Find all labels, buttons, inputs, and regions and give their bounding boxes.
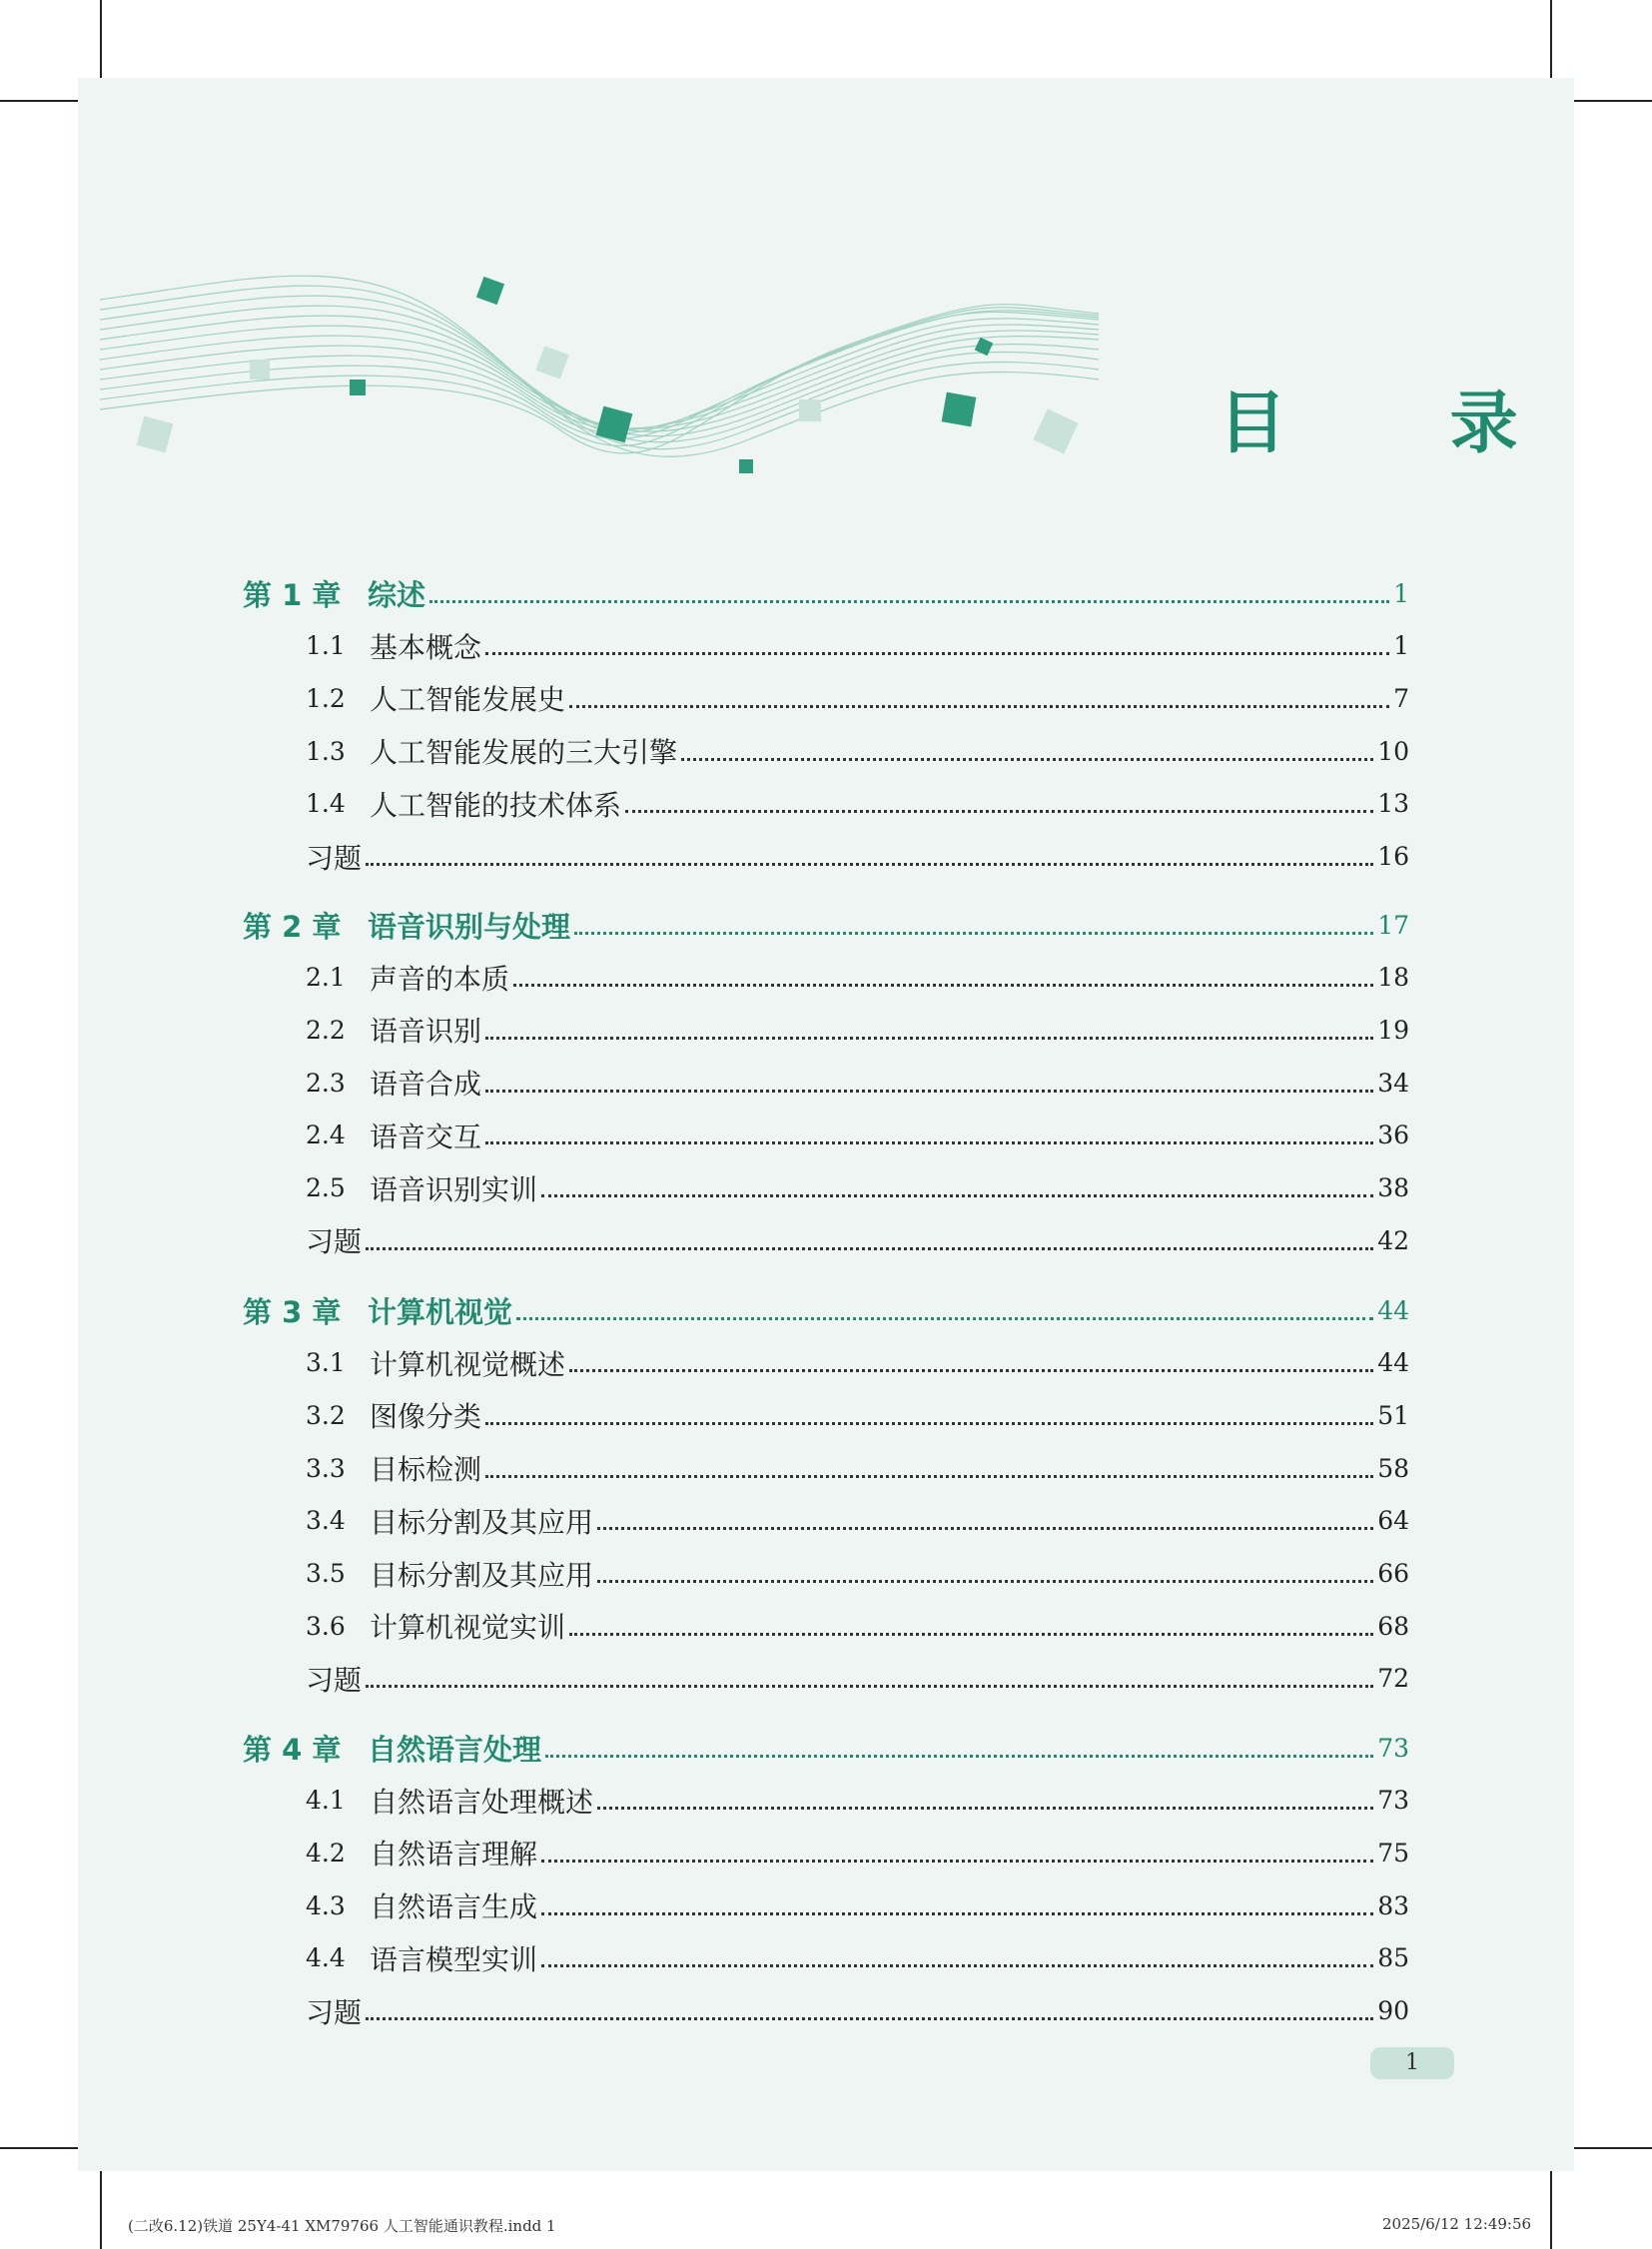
toc-section-row[interactable] (306, 1499, 1409, 1543)
dot-leader (541, 1912, 1373, 1915)
section-title: 自然语言生成 (370, 1890, 538, 1924)
dot-leader (545, 1755, 1373, 1758)
section-page-number: 66 (1377, 1559, 1409, 1588)
page-title: 目 录 (1219, 384, 1588, 463)
section-number: 1.2 (306, 683, 346, 713)
section-page-number: 7 (1393, 683, 1409, 713)
section-page-number: 68 (1377, 1611, 1409, 1641)
chapter-title: 自然语言处理 (368, 1732, 542, 1767)
section-page-number: 10 (1377, 736, 1409, 766)
section-page-number: 83 (1377, 1890, 1409, 1920)
section-title: 计算机视觉实训 (370, 1611, 566, 1645)
section-page-number: 19 (1377, 1015, 1409, 1045)
section-number: 3.3 (306, 1453, 346, 1483)
section-number: 2.2 (306, 1015, 346, 1045)
toc-exercise-row[interactable] (306, 1989, 1409, 2033)
dot-leader (597, 1527, 1373, 1530)
dot-leader (541, 1194, 1373, 1197)
exercise-page-number: 42 (1377, 1225, 1409, 1255)
section-page-number: 73 (1377, 1786, 1409, 1816)
section-number: 4.2 (306, 1838, 346, 1868)
section-title: 自然语言处理概述 (370, 1785, 594, 1819)
dot-leader (541, 1964, 1373, 1967)
section-number: 3.4 (306, 1506, 346, 1536)
toc-section-row[interactable] (306, 1936, 1409, 1980)
section-page-number: 44 (1377, 1348, 1409, 1378)
section-title: 语言模型实训 (370, 1942, 538, 1976)
dot-leader (366, 2017, 1373, 2020)
section-title: 人工智能发展史 (370, 683, 566, 717)
exercise-title: 习题 (306, 1663, 363, 1697)
dot-leader (366, 1685, 1373, 1688)
chapter-title: 综述 (368, 577, 426, 612)
dot-leader (516, 1317, 1373, 1320)
section-title: 基本概念 (370, 630, 482, 664)
exercise-page-number: 16 (1377, 842, 1409, 871)
section-page-number: 75 (1377, 1838, 1409, 1868)
section-title: 声音的本质 (370, 962, 510, 996)
dot-leader (574, 932, 1373, 935)
section-page-number: 64 (1377, 1506, 1409, 1536)
section-page-number: 58 (1377, 1453, 1409, 1483)
section-title: 目标分割及其应用 (370, 1505, 594, 1539)
section-page-number: 34 (1377, 1068, 1409, 1098)
section-title: 计算机视觉概述 (370, 1347, 566, 1381)
section-number: 2.3 (306, 1068, 346, 1098)
print-slug-timestamp: 2025/6/12 12:49:56 (1382, 2215, 1532, 2233)
section-number: 2.5 (306, 1173, 346, 1202)
section-title: 人工智能发展的三大引擎 (370, 736, 678, 770)
dot-leader (597, 1580, 1373, 1583)
section-title: 语音识别实训 (370, 1172, 538, 1206)
section-number: 3.1 (306, 1348, 346, 1378)
dot-leader (485, 652, 1389, 655)
chapter-number: 第 3 章 (243, 1294, 342, 1329)
print-slug-file: (二改6.12)铁道 25Y4-41 XM79766 人工智能通识教程.indd 1 (128, 2217, 556, 2235)
toc-section-row[interactable] (306, 1393, 1409, 1437)
chapter-title: 语音识别与处理 (368, 909, 571, 944)
dot-leader (569, 1369, 1373, 1372)
section-page-number: 1 (1393, 631, 1409, 661)
toc-chapter-row[interactable] (243, 903, 1409, 947)
section-page-number: 51 (1377, 1400, 1409, 1430)
section-number: 2.1 (306, 963, 346, 993)
section-number: 3.6 (306, 1611, 346, 1641)
toc-exercise-row[interactable] (306, 1218, 1409, 1262)
dot-leader (366, 1247, 1373, 1250)
chapter-number: 第 2 章 (243, 909, 342, 944)
section-title: 语音识别 (370, 1015, 482, 1049)
section-number: 1.1 (306, 631, 346, 661)
section-number: 4.4 (306, 1943, 346, 1973)
dot-leader (485, 1090, 1373, 1093)
chapter-number: 第 1 章 (243, 577, 342, 612)
section-number: 2.4 (306, 1121, 346, 1150)
dot-leader (569, 705, 1389, 708)
page-number-badge: 1 (1370, 2047, 1454, 2079)
toc-exercise-row[interactable] (306, 835, 1409, 879)
toc-section-row[interactable] (306, 1604, 1409, 1648)
dot-leader (485, 1422, 1373, 1425)
dot-leader (485, 1141, 1373, 1144)
exercise-page-number: 90 (1377, 1996, 1409, 2025)
dot-leader (485, 1475, 1373, 1478)
dot-leader (625, 810, 1373, 813)
toc-section-row[interactable] (306, 782, 1409, 826)
toc-section-row[interactable] (306, 1114, 1409, 1157)
section-title: 语音交互 (370, 1120, 482, 1153)
section-number: 3.2 (306, 1400, 346, 1430)
chapter-page-number: 44 (1377, 1295, 1409, 1325)
section-page-number: 13 (1377, 789, 1409, 819)
toc-section-row[interactable] (306, 676, 1409, 720)
toc-section-row[interactable] (306, 1883, 1409, 1927)
toc-section-row[interactable] (306, 1061, 1409, 1105)
chapter-page-number: 73 (1377, 1733, 1409, 1763)
section-title: 自然语言理解 (370, 1838, 538, 1872)
toc-section-row[interactable] (306, 1341, 1409, 1385)
toc-section-row[interactable] (306, 1446, 1409, 1490)
toc-section-row[interactable] (306, 729, 1409, 773)
dot-leader (366, 863, 1373, 866)
section-page-number: 18 (1377, 963, 1409, 993)
dot-leader (513, 984, 1373, 987)
toc-section-row[interactable] (306, 1552, 1409, 1596)
exercise-title: 习题 (306, 1225, 363, 1259)
section-title: 人工智能的技术体系 (370, 788, 622, 822)
chapter-page-number: 1 (1393, 578, 1409, 608)
section-page-number: 38 (1377, 1173, 1409, 1202)
exercise-title: 习题 (306, 1995, 363, 2029)
dot-leader (681, 758, 1373, 761)
section-number: 4.1 (306, 1786, 346, 1816)
section-number: 4.3 (306, 1890, 346, 1920)
section-number: 1.4 (306, 789, 346, 819)
section-number: 1.3 (306, 736, 346, 766)
chapter-number: 第 4 章 (243, 1732, 342, 1767)
dot-leader (485, 1037, 1373, 1040)
section-title: 图像分类 (370, 1400, 482, 1434)
toc-chapter-row[interactable] (243, 571, 1409, 615)
toc-section-row[interactable] (306, 1166, 1409, 1210)
toc-chapter-row[interactable] (243, 1288, 1409, 1332)
toc-section-row[interactable] (306, 1008, 1409, 1052)
toc-exercise-row[interactable] (306, 1657, 1409, 1701)
toc-section-row[interactable] (306, 1779, 1409, 1823)
section-title: 目标检测 (370, 1453, 482, 1487)
section-page-number: 36 (1377, 1121, 1409, 1150)
section-number: 3.5 (306, 1559, 346, 1588)
chapter-page-number: 17 (1377, 910, 1409, 940)
toc-section-row[interactable] (306, 1831, 1409, 1874)
exercise-page-number: 72 (1377, 1664, 1409, 1694)
dot-leader (429, 600, 1389, 603)
dot-leader (569, 1633, 1373, 1636)
dot-leader (597, 1807, 1373, 1810)
section-title: 语音合成 (370, 1068, 482, 1102)
section-title: 目标分割及其应用 (370, 1558, 594, 1592)
dot-leader (541, 1860, 1373, 1863)
section-page-number: 85 (1377, 1943, 1409, 1973)
toc-section-row[interactable] (306, 956, 1409, 1000)
exercise-title: 习题 (306, 841, 363, 875)
toc-section-row[interactable] (306, 624, 1409, 668)
toc-chapter-row[interactable] (243, 1726, 1409, 1770)
chapter-title: 计算机视觉 (368, 1294, 513, 1329)
